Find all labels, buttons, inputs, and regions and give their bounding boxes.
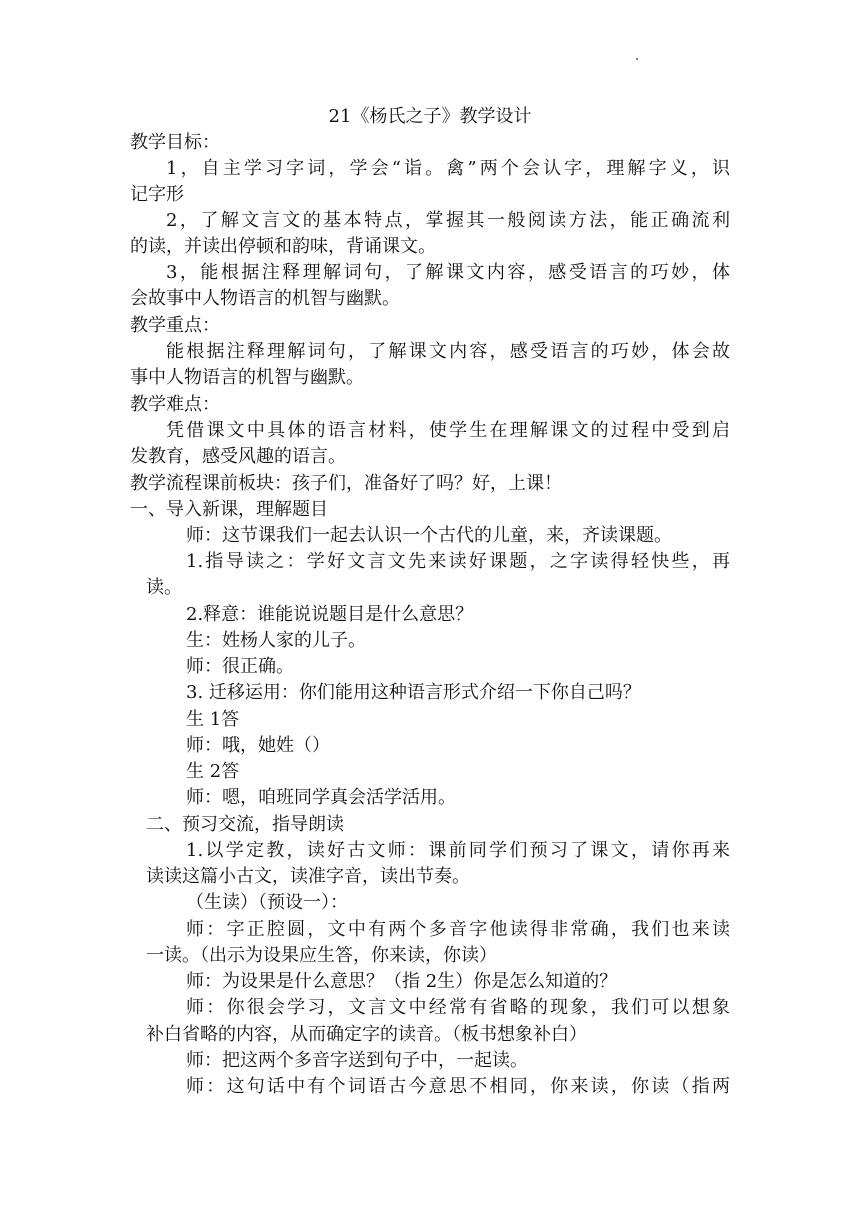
section-heading-part-one: 一、导入新课，理解题目 xyxy=(130,499,328,520)
section-heading-part-two: 二、预习交流，指导朗读 xyxy=(146,814,344,835)
corner-mark xyxy=(636,58,638,60)
paragraph-line: 师：你很会学习，文言文中经常有省略的现象，我们可以想象 xyxy=(186,997,730,1018)
paragraph-line: 读读这篇小古文，读准字音，读出节奏。 xyxy=(146,866,470,887)
paragraph-line: 生 1答 xyxy=(186,709,240,730)
paragraph-line: 教学流程课前板块：孩子们，准备好了吗？好，上课！ xyxy=(130,473,562,494)
paragraph-line: 1.以学定教，读好古文师：课前同学们预习了课文，请你再来 xyxy=(186,840,730,861)
paragraph-line: 会故事中人物语言的机智与幽默。 xyxy=(130,288,400,309)
paragraph-line: 的读，并读出停顿和韵味，背诵课文。 xyxy=(130,236,436,257)
section-heading-key-points: 教学重点： xyxy=(130,315,220,336)
paragraph-line: 2，了解文言文的基本特点，掌握其一般阅读方法，能正确流利 xyxy=(166,210,730,231)
paragraph-line: 发教育，感受风趣的语言。 xyxy=(130,446,346,467)
section-heading-difficulties: 教学难点： xyxy=(130,394,220,415)
paragraph-line: 读。 xyxy=(146,577,182,598)
paragraph-line: 师：哦，她姓（） xyxy=(186,735,330,756)
paragraph-line: 2.释意：谁能说说题目是什么意思？ xyxy=(186,604,474,625)
paragraph-line: 师：字正腔圆，文中有两个多音字他读得非常确，我们也来读 xyxy=(186,919,730,940)
paragraph-line: 凭借课文中具体的语言材料，使学生在理解课文的过程中受到启 xyxy=(166,420,730,441)
paragraph-line: 事中人物语言的机智与幽默。 xyxy=(130,367,364,388)
paragraph-line: 1，自主学习字词，学会“诣。禽”两个会认字，理解字义，识 xyxy=(166,158,730,179)
paragraph-line: 生：姓杨人家的儿子。 xyxy=(186,630,366,651)
paragraph-line: 师：为设果是什么意思？（指 2生）你是怎么知道的？ xyxy=(186,971,618,992)
paragraph-line: 能根据注释理解词句，了解课文内容，感受语言的巧妙，体会故 xyxy=(166,341,730,362)
paragraph-line: 记字形 xyxy=(130,184,184,205)
paragraph-line: 师：这句话中有个词语古今意思不相同，你来读，你读（指两 xyxy=(186,1076,730,1097)
paragraph-line: 一读。（出示为设果应生答，你来读，你读） xyxy=(146,945,497,966)
paragraph-line: 1.指导读之：学好文言文先来读好课题，之字读得轻快些，再 xyxy=(186,551,730,572)
paragraph-line: （生读）（预设一）： xyxy=(186,892,348,913)
paragraph-line: 生 2答 xyxy=(186,761,240,782)
section-heading-objectives: 教学目标： xyxy=(130,132,220,153)
paragraph-line: 师：嗯，咱班同学真会活学活用。 xyxy=(186,787,456,808)
paragraph-line: 师：很正确。 xyxy=(186,656,294,677)
paragraph-line: 师：这节课我们一起去认识一个古代的儿童，来，齐读课题。 xyxy=(186,525,672,546)
page-title: 21《杨氏之子》教学设计 xyxy=(328,106,532,127)
paragraph-line: 师：把这两个多音字送到句子中，一起读。 xyxy=(186,1050,528,1071)
paragraph-line: 3. 迁移运用：你们能用这种语言形式介绍一下你自己吗？ xyxy=(186,682,641,703)
paragraph-line: 补白省略的内容，从而确定字的读音。（板书想象补白） xyxy=(146,1024,587,1045)
paragraph-line: 3，能根据注释理解词句，了解课文内容，感受语言的巧妙，体 xyxy=(166,262,730,283)
